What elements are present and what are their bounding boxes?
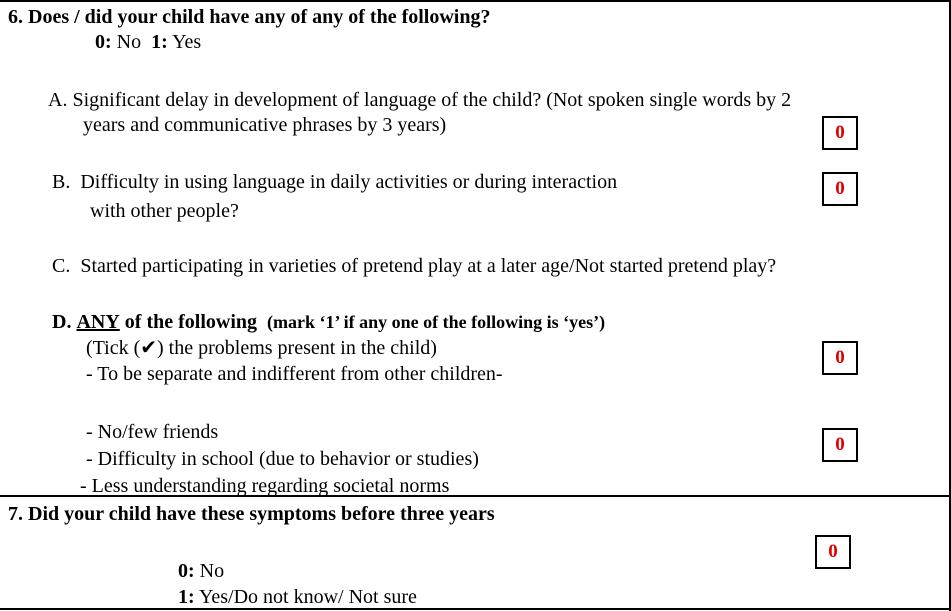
scale-no-code: 0: [95, 31, 112, 53]
item-d-problem-3: - Difficulty in school (due to behavior or studies) [86, 448, 479, 470]
q7-heading [8, 502, 495, 526]
q7-option-no [178, 559, 224, 583]
q7-answer-box[interactable]: 0 [815, 535, 851, 569]
item-d-tick-note: (Tick (✔) the problems present in the child) [86, 337, 437, 359]
item-b-letter: B. [52, 171, 71, 193]
q7-option-yes-code: 1: [178, 586, 195, 608]
item-d-problem-1: - To be separate and indifferent from other children- [86, 363, 503, 385]
scale-yes-label: Yes [172, 31, 202, 53]
q7-title: Did your child have these symptoms before three years [28, 503, 495, 525]
q7-option-no-code: 0: [178, 560, 195, 582]
item-d-letter: D. [52, 311, 72, 333]
item-a-letter: A [48, 89, 63, 111]
item-c-text: Started participating in varieties of pretend play at a later age/Not started pretend play? [80, 255, 777, 277]
item-a-line2: years and communicative phrases by 3 years) [83, 114, 447, 136]
q6-scale [95, 30, 201, 54]
item-a-line1 [48, 88, 791, 112]
q6-heading [8, 5, 490, 29]
q7-option-yes-label: Yes/Do not know/ Not sure [198, 586, 417, 608]
item-d-any: ANY [76, 311, 120, 333]
item-b-line1 [52, 170, 617, 194]
q7-number: 7. [8, 503, 23, 525]
item-d-answer-box-2[interactable]: 0 [822, 428, 858, 462]
q6-number: 6. [8, 6, 23, 28]
item-d-problem-4: - Less understanding regarding societal norms [80, 475, 450, 497]
item-d-problem-2: - No/few friends [86, 421, 219, 443]
item-d-answer-box-1[interactable]: 0 [822, 341, 858, 375]
item-c-line [52, 254, 776, 278]
q6-title: Does / did your child have any of any of the following? [28, 6, 491, 28]
item-a-answer-box[interactable]: 0 [822, 116, 858, 150]
item-b-answer-box[interactable]: 0 [822, 172, 858, 206]
scale-yes-code: 1: [151, 31, 168, 53]
item-b-text: Difficulty in using language in daily activities or during interaction [80, 171, 618, 193]
scale-no-label: No [116, 31, 142, 53]
item-a-text: . Significant delay in development of language of the child? (Not spoken single words by 2 [62, 89, 792, 111]
item-d-of-following: of the following [124, 311, 258, 333]
q7-option-yes [178, 585, 417, 609]
item-c-letter: C. [52, 255, 71, 277]
item-b-line2: with other people? [90, 200, 239, 222]
item-d-mark-note: (mark ‘1’ if any one of the following is ‘yes’) [267, 312, 606, 332]
item-d-heading [52, 310, 605, 334]
bottom-border [0, 608, 951, 610]
q7-option-no-label: No [199, 560, 225, 582]
top-border [0, 0, 951, 2]
